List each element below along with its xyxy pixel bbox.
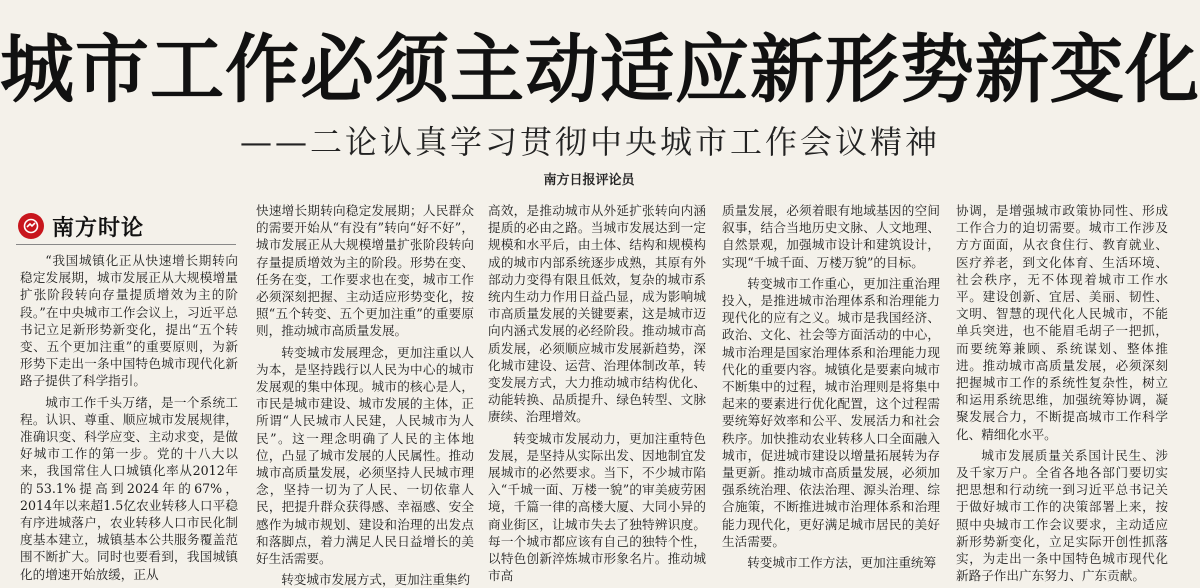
paragraph: 协调，是增强城市政策协同性、形成工作合力的迫切需要。城市工作涉及方方面面，从衣食住行、教育就业、医疗养老，到文化体育、生活环境、社会秩序，无不体现着城市工作水平。建设创新、宜居、美丽、韧性、文明、智慧的现代化人民城市，不能单兵突进，也不能眉毛胡子一把抓，而要统筹兼顾、系统谋划、整体推进。推动城市高质量发展，必须深刻把握城市工作的系统性复杂性，树立和运用系统思维，加强统筹协调，凝聚发展合力，不断提高城市工作科学化、精细化水平。 (956, 203, 1168, 442)
paragraph: 转变城市发展方式，更加注重集约 (281, 572, 471, 588)
paragraph: 转变城市发展理念，更加注重以人为本，是坚持践行以人民为中心的城市发展观的集中体现。城市的核心是人，市民是城市建设、城市发展的主体，正所谓“人民城市人民建，人民城市为人民”。这一理念明确了人民的主体地位，凸显了城市发展的人民属性。推动城市高质量发展，必须坚持人民城市理念，坚持一切为了人民、一切依靠人民，把提升群众获得感、幸福感、安全感作为城市规划、建设和治理的出发点和落脚点，着力满足人民日益增长的美好生活需要。 (256, 344, 474, 567)
article-column-1 (20, 252, 238, 582)
article-headline: 城市工作必须主动适应新形势新变化 (0, 27, 1200, 113)
column-logo-icon (18, 213, 44, 239)
paragraph: 高效，是推动城市从外延扩张转向内涵提质的必由之路。当城市发展达到一定规模和水平后，由土体、结构和规模构成的城市内部系统逐步成熟，其原有外部动力变得有限且低效，复杂的城市系统内生动力作用日益凸显，成为影响城市高质量发展的关键要素，这是城市迈向内涵式发展的必经阶段。推动城市高质发展，必须顺应城市发展新趋势，深化城市建设、运营、治理体制改革，转变发展方式，大力推动城市结构优化、动能转换、品质提升、绿色转型、文脉赓续、治理增效。 (488, 203, 706, 425)
paragraph: “我国城镇化正从快速增长期转向稳定发展期，城市发展正从大规模增量扩张阶段转向存量提质增效为主的阶段。”在中央城市工作会议上，习近平总书记立足新形势新变化，提出“五个转变、五个更加注重”的重要原则，为新形势下走出一条中国特色城市现代化新路子提供了科学指引。 (20, 253, 238, 389)
article-column-4 (722, 202, 940, 571)
paragraph: 快速增长期转向稳定发展期；人民群众的需要开始从“有没有”转向“好不好”，城市发展正从大规模增量扩张阶段转向存量提质增效为主的阶段。形势在变、任务在变，工作要求也在变，城市工作必须深刻把握、主动适应形势变化，按照“五个转变、五个更加注重”的重要原则，推动城市高质量发展。 (256, 203, 474, 339)
paragraph: 转变城市工作方法，更加注重统筹 (747, 555, 937, 571)
paragraph: 城市工作千头万绪，是一个系统工程。认识、尊重、顺应城市发展规律，准确识变、科学应变、主动求变，是做好城市工作的第一步。党的十八大以来，我国常住人口城镇化率从2012年的53.1%提高到2024年的67%，2014年以来超1.5亿农业转移人口平稳有序进城落户，农业转移人口市民化制度基本建立，城镇基本公共服务覆盖范围不断扩大。同时也要看到，我国城镇化的增速开始放缓，正从 (20, 394, 238, 582)
article-column-3 (488, 202, 706, 584)
paragraph: 转变城市工作重心，更加注重治理投入，是推进城市治理体系和治理能力现代化的应有之义。城市是我国经济、政治、文化、社会等方面活动的中心，城市治理是国家治理体系和治理能力现代化的重要内容。城镇化是要素向城市不断集中的过程，城市治理则是将集中起来的要素进行优化配置，这个过程需要统筹好效率和公平、发展活力和社会秩序。加快推动农业转移人口全面融入城市，促进城市建设以增量拓展转为存量更新。推动城市高质量发展，必须加强系统治理、依法治理、源头治理、综合施策，不断推进城市治理体系和治理能力现代化，更好满足城市居民的美好生活需要。 (722, 275, 940, 549)
paragraph: 质量发展，必须着眼有地域基因的空间叙事，结合当地历史文脉、人文地理、自然景观，加强城市设计和建筑设计，实现“千城千面、万楼万貌”的目标。 (722, 203, 940, 270)
paragraph: 转变城市发展动力，更加注重特色发展，是坚持从实际出发、因地制宜发展城市的必然要求。当下，不少城市陷入“千城一面、万楼一貌”的审美疲劳困境，千篇一律的高楼大厦、大同小异的商业街区，让城市失去了独特辨识度。每一个城市都应该有自己的独特个性，以特色创新淬炼城市形象名片。推动城市高 (488, 430, 706, 584)
column-divider (16, 244, 236, 245)
article-column-5 (956, 202, 1168, 584)
column-logo (18, 208, 228, 244)
column-name: 南方时论 (52, 215, 145, 241)
article-column-2 (256, 202, 474, 588)
article-subheadline: ——二论认真学习贯彻中央城市工作会议精神 (239, 123, 940, 161)
paragraph: 城市发展质量关系国计民生、涉及千家万户。全省各地各部门要切实把思想和行动统一到习近平总书记关于做好城市工作的决策部署上来，按照中央城市工作会议要求，主动适应新形势新变化，立足实际开创性抓落实，为走出一条中国特色城市现代化新路子作出广东努力、广东贡献。 (956, 447, 1168, 584)
article-byline: 南方日报评论员 (543, 173, 635, 188)
